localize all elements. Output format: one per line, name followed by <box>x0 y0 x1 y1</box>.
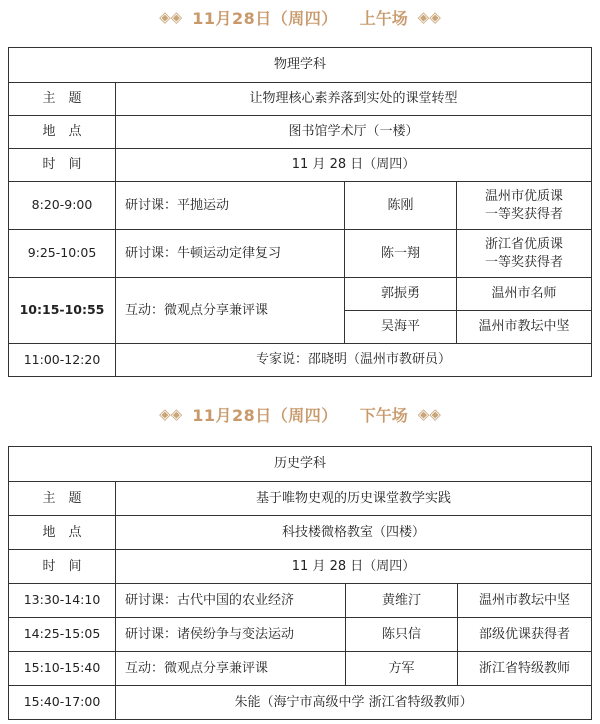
place-value: 图书馆学术厅（一楼） <box>116 116 592 149</box>
topic-value: 让物理核心素养落到实处的课堂转型 <box>116 83 592 116</box>
table-row <box>9 618 592 652</box>
table-row <box>9 230 592 278</box>
session-person-title <box>457 230 592 278</box>
session-time: 14:25-15:05 <box>9 618 116 652</box>
session-time: 15:10-15:40 <box>9 652 116 686</box>
afternoon-session-header <box>0 400 600 428</box>
place-label: 地 点 <box>9 116 116 149</box>
session-person: 陈只信 <box>346 618 458 652</box>
morning-session-name: 上午场 <box>359 8 408 28</box>
session-time: 13:30-14:10 <box>9 584 116 618</box>
session-person-title: 温州市教坛中坚 <box>457 311 592 344</box>
table-row <box>9 116 592 149</box>
session-person-title: 温州市教坛中坚 <box>458 584 592 618</box>
double-diamond-icon: ◈◈ <box>159 404 183 423</box>
subject-title: 历史学科 <box>9 447 592 482</box>
expert-talk: 专家说：邵晓明（温州市教研员） <box>116 344 592 377</box>
table-row <box>9 149 592 182</box>
session-time: 9:25-10:05 <box>9 230 116 278</box>
table-row <box>9 278 592 311</box>
double-diamond-icon: ◈◈ <box>159 7 183 26</box>
session-content: 互动：微观点分享兼评课 <box>116 278 345 344</box>
topic-value: 基于唯物史观的历史课堂教学实践 <box>116 482 592 516</box>
session-time: 15:40-17:00 <box>9 686 116 720</box>
table-row <box>9 83 592 116</box>
double-diamond-icon: ◈◈ <box>417 404 441 423</box>
date-value: 11 月 28 日（周四） <box>116 550 592 584</box>
session-person: 陈刚 <box>345 182 457 230</box>
table-row <box>9 652 592 686</box>
double-diamond-icon: ◈◈ <box>417 7 441 26</box>
table-row <box>9 48 592 83</box>
table-row <box>9 482 592 516</box>
session-content: 研讨课：诸侯纷争与变法运动 <box>116 618 346 652</box>
table-row <box>9 550 592 584</box>
afternoon-date: 11月28日（周四） <box>192 405 338 425</box>
session-person: 陈一翔 <box>345 230 457 278</box>
table-row <box>9 686 592 720</box>
session-time: 8:20-9:00 <box>9 182 116 230</box>
place-label: 地 点 <box>9 516 116 550</box>
morning-date: 11月28日（周四） <box>192 8 338 28</box>
morning-schedule-table <box>8 47 592 377</box>
time-label: 时 间 <box>9 149 116 182</box>
session-content: 研讨课：平抛运动 <box>116 182 345 230</box>
table-row <box>9 584 592 618</box>
date-value: 11 月 28 日（周四） <box>116 149 592 182</box>
title-line: 浙江省优质课 <box>485 236 564 252</box>
session-person: 方军 <box>346 652 458 686</box>
session-time: 10:15-10:55 <box>9 278 116 344</box>
table-row <box>9 516 592 550</box>
session-person: 吴海平 <box>345 311 457 344</box>
expert-talk: 朱能（海宁市高级中学 浙江省特级教师） <box>116 686 592 720</box>
session-person-title: 温州市名师 <box>457 278 592 311</box>
table-row <box>9 447 592 482</box>
title-line: 一等奖获得者 <box>485 254 564 270</box>
title-line: 一等奖获得者 <box>485 206 564 222</box>
topic-label: 主 题 <box>9 482 116 516</box>
afternoon-session-name: 下午场 <box>359 405 408 425</box>
session-person-title: 部级优课获得者 <box>458 618 592 652</box>
morning-session-header <box>0 3 600 31</box>
title-line: 温州市优质课 <box>485 188 564 204</box>
table-row <box>9 182 592 230</box>
session-person: 郭振勇 <box>345 278 457 311</box>
session-content: 研讨课：古代中国的农业经济 <box>116 584 346 618</box>
table-row <box>9 344 592 377</box>
session-person: 黄维汀 <box>346 584 458 618</box>
session-person-title <box>457 182 592 230</box>
session-time: 11:00-12:20 <box>9 344 116 377</box>
session-content: 互动：微观点分享兼评课 <box>116 652 346 686</box>
place-value: 科技楼微格教室（四楼） <box>116 516 592 550</box>
topic-label: 主 题 <box>9 83 116 116</box>
subject-title: 物理学科 <box>9 48 592 83</box>
time-label: 时 间 <box>9 550 116 584</box>
afternoon-schedule-table <box>8 446 592 720</box>
session-person-title: 浙江省特级教师 <box>458 652 592 686</box>
session-content: 研讨课：牛顿运动定律复习 <box>116 230 345 278</box>
